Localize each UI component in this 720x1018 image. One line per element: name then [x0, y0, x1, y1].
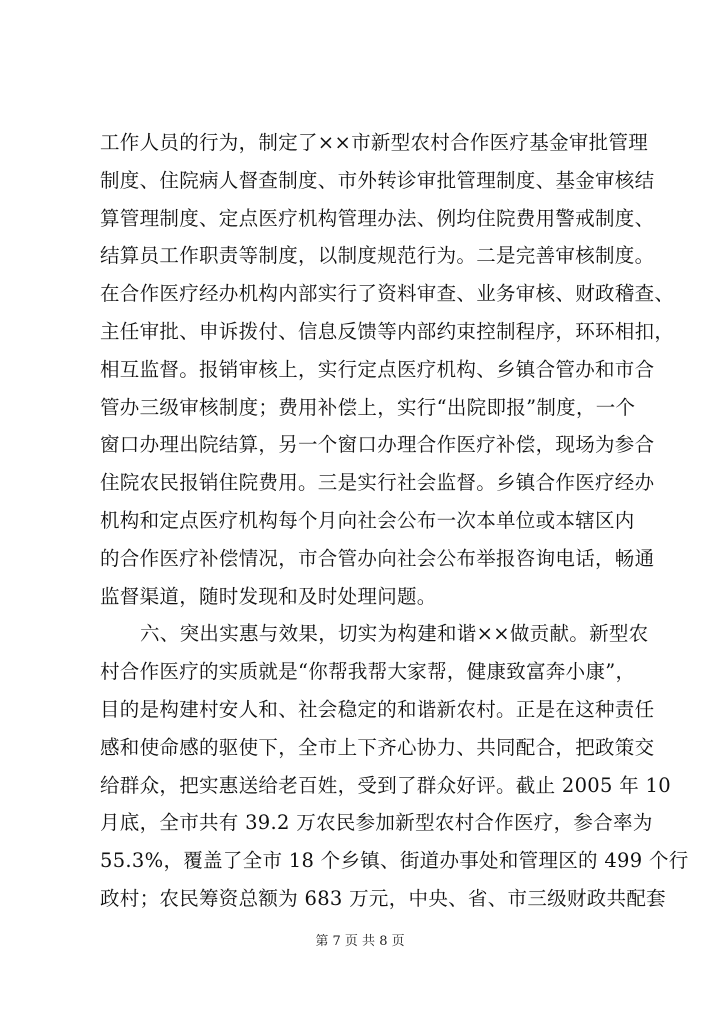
text-line: 在合作医疗经办机构内部实行了资料审查、业务审核、财政稽查、: [100, 282, 675, 306]
text-line: 制度、住院病人督查制度、市外转诊审批管理制度、基金审核结: [100, 168, 655, 192]
text-line: 政村；农民筹资总额为 683 万元，中央、省、市三级财政共配套: [100, 886, 666, 910]
text-line: 监督渠道，随时发现和及时处理问题。: [100, 584, 437, 608]
document-body: [100, 124, 689, 918]
text-line: 主任审批、申诉拨付、信息反馈等内部约束控制程序，环环相扣，: [100, 319, 675, 343]
text-line: 月底，全市共有 39.2 万农民参加新型农村合作医疗，参合率为: [100, 811, 653, 835]
text-line: 给群众，把实惠送给老百姓，受到了群众好评。截止 2005 年 10: [100, 773, 671, 797]
text-line: 村合作医疗的实质就是“你帮我帮大家帮，健康致富奔小康”，: [100, 660, 636, 684]
text-line: 工作人员的行为，制定了××市新型农村合作医疗基金审批管理: [100, 131, 649, 154]
text-line: 算管理制度、定点医疗机构管理办法、例均住院费用警戒制度、: [100, 206, 655, 230]
text-line: 相互监督。报销审核上，实行定点医疗机构、乡镇合管办和市合: [100, 357, 655, 381]
text-line: 目的是构建村安人和、社会稳定的和谐新农村。正是在这种责任: [100, 697, 655, 721]
paragraph-first-line: 六、突出实惠与效果，切实为构建和谐××做贡献。新型农: [140, 622, 649, 646]
text-line: 住院农民报销住院费用。三是实行社会监督。乡镇合作医疗经办: [100, 471, 655, 495]
text-line: 机构和定点医疗机构每个月向社会公布一次本单位或本辖区内: [100, 508, 635, 532]
text-line: 感和使命感的驱使下，全市上下齐心协力、共同配合，把政策交: [100, 735, 655, 759]
text-line: 的合作医疗补偿情况，市合管办向社会公布举报咨询电话，畅通: [100, 546, 655, 570]
page-number-footer: 第 7 页 共 8 页: [315, 934, 405, 949]
text-line: 55.3%，覆盖了全市 18 个乡镇、街道办事处和管理区的 499 个行: [100, 849, 689, 873]
text-line: 管办三级审核制度；费用补偿上，实行“出院即报”制度，一个: [100, 395, 636, 419]
text-line: 窗口办理出院结算，另一个窗口办理合作医疗补偿，现场为参合: [100, 433, 655, 457]
text-line: 结算员工作职责等制度，以制度规范行为。二是完善审核制度。: [100, 244, 655, 268]
